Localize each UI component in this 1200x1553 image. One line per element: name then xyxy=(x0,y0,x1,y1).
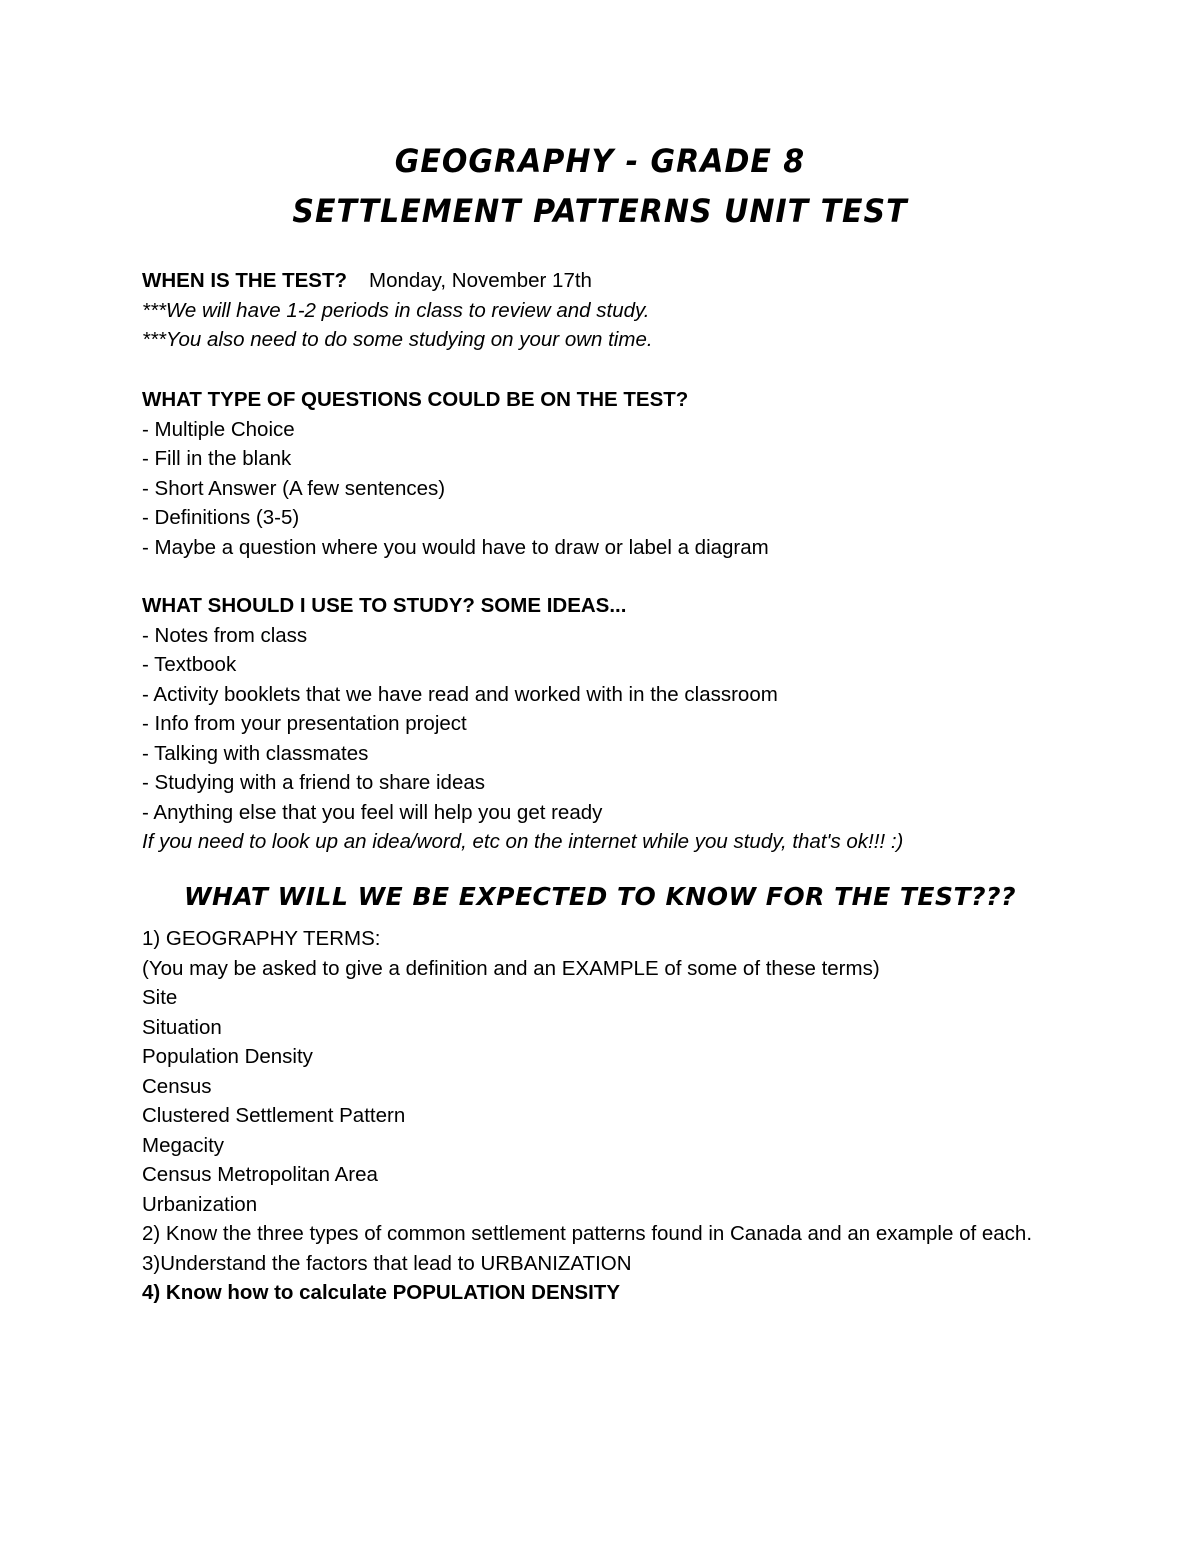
expected-section xyxy=(142,924,1062,1308)
list-item: - Maybe a question where you would have to draw or label a diagram xyxy=(142,535,769,559)
term-item: Census xyxy=(142,1074,212,1098)
list-item: - Multiple Choice xyxy=(142,417,295,441)
list-item: - Fill in the blank xyxy=(142,447,292,470)
when-note: ***We will have 1-2 periods in class to review and study. xyxy=(142,298,650,322)
study-note: If you need to look up an idea/word, etc on the internet while you study, that's ok!!! :) xyxy=(142,830,904,853)
when-line xyxy=(142,266,1062,296)
list-item: - Short Answer (A few sentences) xyxy=(142,476,446,500)
term-item: Site xyxy=(142,986,178,1009)
study-section xyxy=(142,591,1062,857)
when-note: ***You also need to do some studying on your own time. xyxy=(142,328,653,351)
document-title: GEOGRAPHY - GRADE 8 xyxy=(394,142,806,181)
expected-item-2: 2) Know the three types of common settlement patterns found in Canada and an example of each. xyxy=(142,1222,1033,1245)
term-item: Clustered Settlement Pattern xyxy=(142,1104,406,1127)
expected-item-4: 4) Know how to calculate POPULATION DENSITY xyxy=(142,1281,620,1304)
document-subtitle: SETTLEMENT PATTERNS UNIT TEST xyxy=(292,192,908,231)
term-item: Population Density xyxy=(142,1045,313,1068)
when-question: WHEN IS THE TEST? xyxy=(142,269,347,292)
term-item: Census Metropolitan Area xyxy=(142,1163,378,1186)
terms-note: (You may be asked to give a definition and an EXAMPLE of some of these terms) xyxy=(142,956,880,980)
list-item: - Anything else that you feel will help you get ready xyxy=(142,800,603,824)
term-item: Megacity xyxy=(142,1133,225,1157)
when-answer: Monday, November 17th xyxy=(369,269,592,292)
terms-title: 1) GEOGRAPHY TERMS: xyxy=(142,927,381,950)
study-heading: WHAT SHOULD I USE TO STUDY? SOME IDEAS... xyxy=(142,594,627,617)
list-item: - Info from your presentation project xyxy=(142,712,467,735)
when-section xyxy=(142,266,1062,355)
list-item: - Studying with a friend to share ideas xyxy=(142,771,485,794)
list-item: - Activity booklets that we have read and worked with in the classroom xyxy=(142,682,778,706)
term-item: Urbanization xyxy=(142,1192,258,1216)
question-types-section xyxy=(142,385,1062,562)
list-item: - Definitions (3-5) xyxy=(142,506,300,529)
list-item: - Notes from class xyxy=(142,623,308,647)
expected-heading: WHAT WILL WE BE EXPECTED TO KNOW FOR THE TEST??? xyxy=(183,882,1017,911)
term-item: Situation xyxy=(142,1015,222,1039)
list-item: - Talking with classmates xyxy=(142,741,369,765)
question-types-heading: WHAT TYPE OF QUESTIONS COULD BE ON THE TEST? xyxy=(142,388,689,411)
expected-item-3: 3)Understand the factors that lead to URBANIZATION xyxy=(142,1251,632,1275)
list-item: - Textbook xyxy=(142,653,237,676)
